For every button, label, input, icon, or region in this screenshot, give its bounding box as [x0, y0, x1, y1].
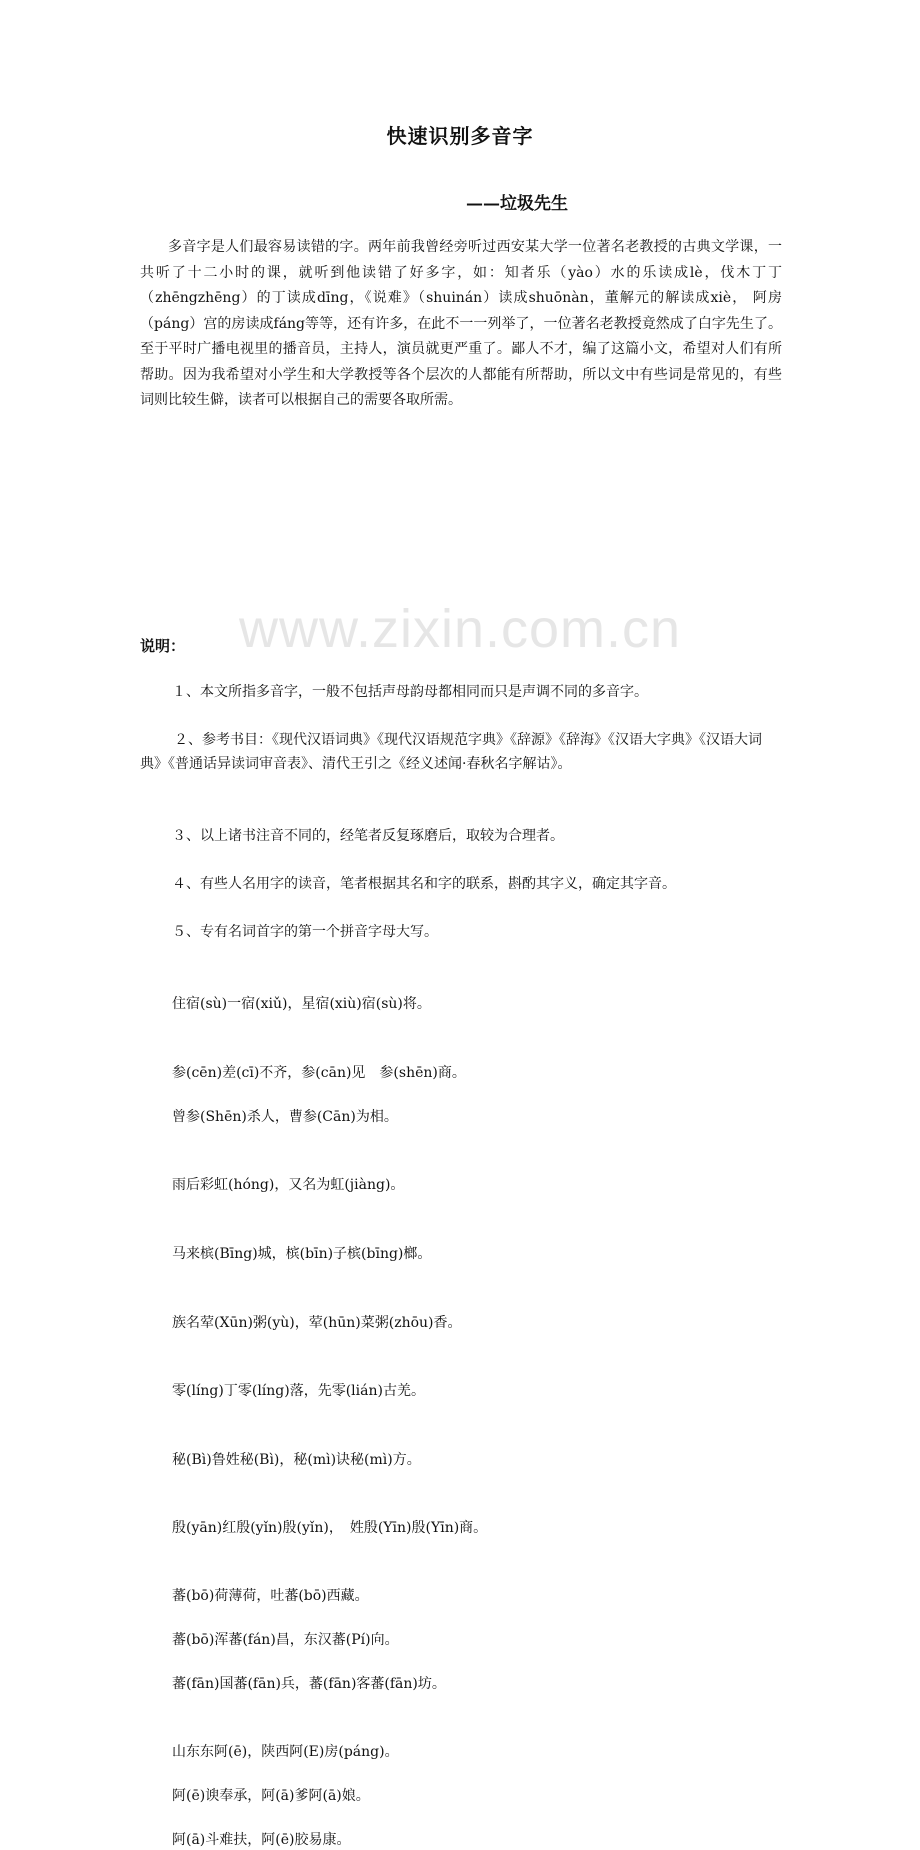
example-line: 阿(ā)斗难扶，阿(ē)胶易康。: [172, 1831, 351, 1848]
example-line: 参(cēn)差(cī)不齐，参(cān)见 参(shēn)商。: [172, 1064, 466, 1081]
author-line: ——垃圾先生: [466, 194, 568, 214]
note-item: ５、专有名词首字的第一个拼音字母大写。: [172, 923, 438, 940]
note-item: ２、参考书目：《现代汉语词典》《现代汉语规范字典》《辞源》《辞海》《汉语大字典》《汉语大词典》《普通话异读词审音表》、清代王引之《经义述闻·春秋名字解诂》。: [140, 731, 762, 772]
example-line: 蕃(bō)浑蕃(fán)昌，东汉蕃(Pí)向。: [172, 1631, 399, 1648]
example-line: 阿(ē)谀奉承，阿(ā)爹阿(ā)娘。: [172, 1787, 370, 1804]
document-title: 快速识别多音字: [386, 124, 534, 148]
note-item: １、本文所指多音字，一般不包括声母韵母都相同而只是声调不同的多音字。: [172, 683, 648, 700]
example-line: 住宿(sù)一宿(xiǔ)，星宿(xiù)宿(sù)将。: [172, 995, 431, 1012]
watermark: www.zixin.com.cn: [238, 599, 682, 659]
note-item: ４、有些人名用字的读音，笔者根据其名和字的联系，斟酌其字义，确定其字音。: [172, 875, 676, 892]
example-line: 蕃(bō)荷薄荷，吐蕃(bō)西藏。: [172, 1587, 369, 1604]
note-item: ３、以上诸书注音不同的，经笔者反复琢磨后，取较为合理者。: [172, 827, 564, 844]
example-line: 殷(yān)红殷(yǐn)殷(yǐn)， 姓殷(Yīn)殷(Yīn)商。: [172, 1519, 488, 1536]
intro-paragraph: 多音字是人们最容易读错的字。两年前我曾经旁听过西安某大学一位著名老教授的古典文学课，一共听了十二小时的课，就听到他读错了好多字，如：知者乐（yào）水的乐读成lè，伐木丁丁（zhēngzhēng）的丁读成dīng，《说难》（shuinán）读成shuōnàn，董解元的解读成xiè， 阿房（páng）宫的房读成fáng等等，还有许多，在此不一一列举了，一位著名老教授竟然成了白字先生了。至于平时广播电视里的播音员，主持人，演员就更严重了。鄙人不才，编了这篇小文，希望对人们有所帮助。因为我希望对小学生和大学教授等各个层次的人都能有所帮助，所以文中有些词是常见的，有些词则比较生僻，读者可以根据自己的需要各取所需。: [140, 239, 782, 408]
example-line: 雨后彩虹(hóng)，又名为虹(jiàng)。: [172, 1176, 405, 1193]
example-line: 零(líng)丁零(líng)落，先零(lián)古羌。: [172, 1382, 425, 1399]
example-line: 马来槟(Bīng)城，槟(bīn)子槟(bīng)榔。: [172, 1245, 432, 1262]
example-line: 山东东阿(ē)，陕西阿(E)房(páng)。: [172, 1743, 399, 1760]
example-line: 曾参(Shēn)杀人，曹参(Cān)为相。: [172, 1108, 398, 1125]
example-line: 蕃(fān)国蕃(fān)兵，蕃(fān)客蕃(fān)坊。: [172, 1675, 446, 1692]
notes-heading: 说明：: [140, 636, 186, 655]
example-line: 秘(Bì)鲁姓秘(Bì)，秘(mì)诀秘(mì)方。: [172, 1451, 421, 1468]
example-line: 族名荤(Xūn)粥(yù)，荤(hūn)菜粥(zhōu)香。: [172, 1314, 462, 1331]
